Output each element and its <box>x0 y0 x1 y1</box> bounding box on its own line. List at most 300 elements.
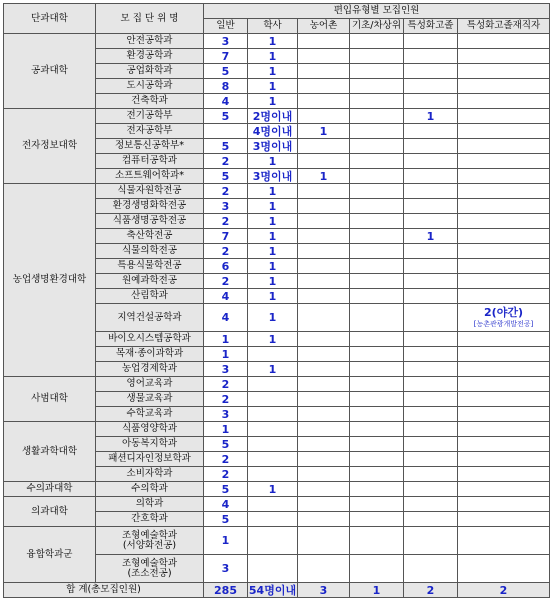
value-cell <box>458 79 550 94</box>
value-cell: 5 <box>204 64 248 79</box>
unit-name <box>96 362 204 377</box>
unit-name <box>96 304 204 332</box>
value-cell <box>298 332 350 347</box>
value-cell: 5 <box>204 437 248 452</box>
unit-label: 컴퓨터공학과 <box>121 155 178 167</box>
value-cell: 1 <box>248 199 298 214</box>
value-cell: 2명이내 <box>248 109 298 124</box>
value-cell: 2 <box>204 377 248 392</box>
value-cell <box>248 347 298 362</box>
value-cell <box>298 244 350 259</box>
unit-label: 도시공학과 <box>126 80 173 92</box>
value-cell: 8 <box>204 79 248 94</box>
value-cell <box>350 64 404 79</box>
value-cell <box>404 49 458 64</box>
value-cell <box>350 289 404 304</box>
header-group: 편입유형별 모집인원 <box>204 4 550 19</box>
value-cell <box>458 332 550 347</box>
value-cell: 1 <box>204 527 248 555</box>
value-cell <box>298 437 350 452</box>
value-cell <box>298 79 350 94</box>
value-cell <box>458 467 550 482</box>
value-cell: 2 <box>204 274 248 289</box>
value-cell: 3 <box>204 34 248 49</box>
value-cell: 7 <box>204 229 248 244</box>
unit-name <box>96 109 204 124</box>
value-cell: 5 <box>204 109 248 124</box>
unit-name <box>96 229 204 244</box>
value-cell: 3명이내 <box>248 139 298 154</box>
unit-name <box>96 422 204 437</box>
unit-label: 생물교육과 <box>126 393 173 405</box>
value-cell <box>458 362 550 377</box>
value-cell <box>404 377 458 392</box>
value-cell <box>298 392 350 407</box>
college-name: 수의과대학 <box>4 482 96 497</box>
unit-name <box>96 512 204 527</box>
value-cell: 6 <box>204 259 248 274</box>
table-row <box>4 34 550 49</box>
value-cell <box>350 79 404 94</box>
value-cell: 1 <box>248 79 298 94</box>
value-cell <box>458 34 550 49</box>
header-col-basic: 기초/차상위 <box>350 19 404 34</box>
value-cell <box>404 527 458 555</box>
value-cell <box>350 49 404 64</box>
unit-name <box>96 139 204 154</box>
unit-label: 전기공학부 <box>126 110 173 122</box>
college-name: 공과대학 <box>4 34 96 109</box>
unit-label: 정보통신공학부* <box>115 140 184 152</box>
unit-name <box>96 64 204 79</box>
value-cell <box>404 497 458 512</box>
total-cell: 3 <box>298 583 350 598</box>
unit-name <box>96 392 204 407</box>
value-cell <box>350 109 404 124</box>
unit-label: 전자공학부 <box>126 125 173 137</box>
value-cell: 1 <box>248 289 298 304</box>
unit-name <box>96 482 204 497</box>
college-name: 생활과학대학 <box>4 422 96 482</box>
value-cell <box>458 199 550 214</box>
unit-label: 지역건설공학과 <box>117 311 182 323</box>
value-cell: 3 <box>204 555 248 583</box>
value-cell <box>458 259 550 274</box>
value-cell: 2 <box>204 452 248 467</box>
value-cell: 1 <box>248 49 298 64</box>
value-cell <box>404 139 458 154</box>
value-cell <box>204 124 248 139</box>
value-cell: 4 <box>204 497 248 512</box>
value-cell <box>404 407 458 422</box>
unit-name <box>96 94 204 109</box>
unit-name <box>96 154 204 169</box>
table-row <box>4 497 550 512</box>
total-cell: 1 <box>350 583 404 598</box>
value-cell <box>404 79 458 94</box>
value-cell <box>458 437 550 452</box>
value-cell <box>404 154 458 169</box>
header-col-rural: 농어촌 <box>298 19 350 34</box>
unit-label: 식품영양학과 <box>121 423 178 435</box>
unit-name <box>96 467 204 482</box>
value-cell <box>350 392 404 407</box>
unit-label: 식물의학전공 <box>121 245 178 257</box>
unit-label: 조형예술학과 <box>121 557 178 569</box>
value-cell: 1 <box>298 169 350 184</box>
value-cell <box>458 214 550 229</box>
value-cell <box>458 452 550 467</box>
value-cell: 3 <box>204 407 248 422</box>
value-cell <box>350 274 404 289</box>
value-cell: 2 <box>204 214 248 229</box>
value-cell <box>298 407 350 422</box>
total-cell: 285 <box>204 583 248 598</box>
table-row <box>4 422 550 437</box>
total-label: 합 계(총모집인원) <box>4 583 204 598</box>
value-cell: 2 <box>204 244 248 259</box>
header-col-vocational-worker: 특성화고졸재직자 <box>458 19 550 34</box>
value-cell <box>248 437 298 452</box>
value-cell: 1 <box>248 332 298 347</box>
unit-sublabel: (서양화전공) <box>122 539 177 551</box>
value-cell <box>350 139 404 154</box>
value-cell <box>404 332 458 347</box>
value-cell: 1 <box>248 214 298 229</box>
value-cell <box>458 64 550 79</box>
value-cell <box>458 304 550 332</box>
value-cell <box>298 289 350 304</box>
value-cell <box>298 64 350 79</box>
value-cell: 1 <box>248 274 298 289</box>
value-cell <box>458 184 550 199</box>
value-cell <box>458 124 550 139</box>
value-cell <box>298 467 350 482</box>
value-cell: 1 <box>248 259 298 274</box>
value-cell <box>298 362 350 377</box>
value-cell: 1 <box>248 154 298 169</box>
unit-name <box>96 259 204 274</box>
value-cell <box>458 229 550 244</box>
value-cell: 1 <box>248 184 298 199</box>
value-cell <box>458 244 550 259</box>
unit-name <box>96 437 204 452</box>
unit-name <box>96 124 204 139</box>
value-cell <box>350 407 404 422</box>
unit-label: 소프트웨어학과* <box>115 170 184 182</box>
value-cell <box>350 304 404 332</box>
value-cell <box>350 229 404 244</box>
value-cell: 1 <box>298 124 350 139</box>
value-cell <box>458 347 550 362</box>
value-cell <box>458 289 550 304</box>
value-cell <box>404 482 458 497</box>
value-cell <box>458 139 550 154</box>
unit-name <box>96 184 204 199</box>
unit-sublabel: (조소전공) <box>127 567 172 579</box>
unit-label: 특용식물학전공 <box>117 260 182 272</box>
value-cell <box>298 377 350 392</box>
value-cell <box>350 244 404 259</box>
unit-name <box>96 274 204 289</box>
value-cell: 7 <box>204 49 248 64</box>
value-cell: 1 <box>248 362 298 377</box>
value-cell <box>458 154 550 169</box>
unit-name <box>96 169 204 184</box>
college-name: 융합학과군 <box>4 527 96 583</box>
value-cell <box>298 259 350 274</box>
unit-name <box>96 452 204 467</box>
value-cell <box>350 169 404 184</box>
admissions-table <box>3 3 550 598</box>
value-cell <box>350 362 404 377</box>
header-col-bachelor: 학사 <box>248 19 298 34</box>
unit-label: 공업화학과 <box>126 65 173 77</box>
value-cell <box>248 555 298 583</box>
unit-label: 식품생명공학전공 <box>112 215 187 227</box>
value-cell <box>298 527 350 555</box>
value-cell <box>350 422 404 437</box>
value-cell <box>458 392 550 407</box>
value-cell <box>350 452 404 467</box>
value-cell <box>248 392 298 407</box>
value-cell <box>404 244 458 259</box>
value-cell <box>298 49 350 64</box>
unit-label: 아동복지학과 <box>121 438 178 450</box>
value-cell <box>248 497 298 512</box>
college-name: 전자정보대학 <box>4 109 96 184</box>
value-cell <box>404 392 458 407</box>
college-name: 의과대학 <box>4 497 96 527</box>
unit-name <box>96 347 204 362</box>
value-cell <box>298 555 350 583</box>
value-cell <box>404 184 458 199</box>
value-cell <box>458 169 550 184</box>
unit-name <box>96 49 204 64</box>
table-row <box>4 482 550 497</box>
value-cell: 1 <box>248 244 298 259</box>
value-cell <box>248 512 298 527</box>
value-cell <box>350 214 404 229</box>
value-cell <box>248 377 298 392</box>
value-cell <box>298 229 350 244</box>
unit-label: 원예과학전공 <box>121 275 178 287</box>
table-row <box>4 184 550 199</box>
value-cell <box>248 422 298 437</box>
value-cell <box>404 259 458 274</box>
value-cell <box>404 362 458 377</box>
unit-label: 소비자학과 <box>126 468 173 480</box>
header-col-vocational: 특성화고졸 <box>404 19 458 34</box>
unit-label: 바이오시스템공학과 <box>108 333 191 345</box>
value-cell <box>350 467 404 482</box>
value-cell <box>298 452 350 467</box>
value-cell <box>404 214 458 229</box>
value-cell <box>404 347 458 362</box>
value-cell <box>350 347 404 362</box>
unit-name <box>96 332 204 347</box>
value-cell: 5 <box>204 512 248 527</box>
value-cell <box>404 34 458 49</box>
table-row <box>4 377 550 392</box>
value-cell: 1 <box>248 482 298 497</box>
value-cell: 2 <box>204 467 248 482</box>
unit-label: 환경생명화학전공 <box>112 200 187 212</box>
unit-label: 안전공학과 <box>126 35 173 47</box>
value-cell <box>298 199 350 214</box>
value-cell <box>298 304 350 332</box>
value-cell <box>404 289 458 304</box>
value-cell <box>458 109 550 124</box>
value-cell <box>298 184 350 199</box>
value-cell <box>404 512 458 527</box>
value-cell <box>404 124 458 139</box>
unit-label: 의학과 <box>135 498 164 510</box>
value-cell <box>350 94 404 109</box>
value-cell <box>248 407 298 422</box>
total-cell: 54명이내 <box>248 583 297 597</box>
value-cell: 1 <box>404 229 458 244</box>
value-cell <box>298 274 350 289</box>
value-cell <box>248 452 298 467</box>
unit-label: 간호학과 <box>131 513 168 525</box>
value-cell <box>458 555 550 583</box>
value-cell: 2 <box>204 184 248 199</box>
value-cell <box>404 64 458 79</box>
unit-label: 축산학전공 <box>126 230 173 242</box>
college-name: 농업생명환경대학 <box>4 184 96 377</box>
value-cell <box>350 482 404 497</box>
value-cell <box>350 377 404 392</box>
college-name: 사범대학 <box>4 377 96 422</box>
value-cell: 3 <box>204 199 248 214</box>
unit-name <box>96 214 204 229</box>
value-cell <box>458 377 550 392</box>
value-cell: 1 <box>248 94 298 109</box>
value-cell <box>404 422 458 437</box>
value-cell <box>248 467 298 482</box>
unit-label: 농업경제학과 <box>121 363 178 375</box>
unit-label: 식물자원학전공 <box>117 185 182 197</box>
value-cell: 4명이내 <box>248 124 298 139</box>
value-cell: 3명이내 <box>248 169 298 184</box>
value-cell <box>298 422 350 437</box>
night-note: 2(야간) <box>484 305 523 319</box>
value-cell <box>404 94 458 109</box>
value-cell <box>350 527 404 555</box>
value-cell: 1 <box>248 34 298 49</box>
value-cell <box>298 139 350 154</box>
value-cell <box>458 49 550 64</box>
value-cell <box>298 34 350 49</box>
total-cell: 2 <box>404 583 458 598</box>
unit-label: 조형예술학과 <box>121 529 178 541</box>
value-cell <box>298 109 350 124</box>
unit-name <box>96 497 204 512</box>
value-cell <box>298 214 350 229</box>
unit-label: 수의학과 <box>131 483 168 495</box>
unit-label: 목재·종이과학과 <box>115 348 184 360</box>
value-cell: 1 <box>204 422 248 437</box>
value-cell <box>404 555 458 583</box>
header-col-general: 일반 <box>204 19 248 34</box>
value-cell <box>350 259 404 274</box>
value-cell: 1 <box>204 347 248 362</box>
value-cell <box>404 467 458 482</box>
unit-name <box>96 79 204 94</box>
value-cell <box>350 124 404 139</box>
value-cell <box>350 555 404 583</box>
value-cell <box>458 407 550 422</box>
value-cell: 1 <box>248 64 298 79</box>
unit-name <box>96 289 204 304</box>
unit-label: 수학교육과 <box>126 408 173 420</box>
value-cell <box>404 452 458 467</box>
value-cell <box>298 154 350 169</box>
value-cell <box>404 437 458 452</box>
night-note-detail: [농촌관광개발전공] <box>473 319 534 328</box>
value-cell <box>350 512 404 527</box>
value-cell: 5 <box>204 139 248 154</box>
unit-label: 건축학과 <box>131 95 168 107</box>
value-cell <box>298 482 350 497</box>
value-cell <box>404 304 458 332</box>
unit-name <box>96 555 204 583</box>
unit-label: 패션디자인정보학과 <box>108 453 191 465</box>
unit-name <box>96 407 204 422</box>
value-cell <box>404 199 458 214</box>
value-cell <box>350 154 404 169</box>
unit-label: 산림학과 <box>131 290 168 302</box>
value-cell <box>298 347 350 362</box>
value-cell <box>298 497 350 512</box>
value-cell: 2 <box>204 392 248 407</box>
header-unit: 모 집 단 위 명 <box>96 4 204 34</box>
value-cell <box>404 274 458 289</box>
value-cell <box>350 437 404 452</box>
value-cell: 1 <box>248 229 298 244</box>
value-cell: 4 <box>204 94 248 109</box>
value-cell: 5 <box>204 482 248 497</box>
value-cell: 1 <box>248 304 298 332</box>
value-cell <box>458 512 550 527</box>
unit-label: 환경공학과 <box>126 50 173 62</box>
value-cell <box>458 497 550 512</box>
value-cell <box>248 527 298 555</box>
value-cell <box>350 34 404 49</box>
table-row <box>4 527 550 555</box>
value-cell <box>458 274 550 289</box>
value-cell <box>298 94 350 109</box>
unit-name <box>96 34 204 49</box>
unit-label: 영어교육과 <box>126 378 173 390</box>
value-cell <box>458 94 550 109</box>
value-cell <box>350 184 404 199</box>
total-cell: 2 <box>458 583 550 598</box>
table-row <box>4 109 550 124</box>
value-cell: 2 <box>204 154 248 169</box>
value-cell: 3 <box>204 362 248 377</box>
header-college: 단과대학 <box>4 4 96 34</box>
value-cell: 4 <box>204 304 248 332</box>
unit-name <box>96 527 204 555</box>
value-cell: 5 <box>204 169 248 184</box>
unit-name <box>96 377 204 392</box>
value-cell <box>458 527 550 555</box>
unit-name <box>96 244 204 259</box>
value-cell: 1 <box>404 109 458 124</box>
value-cell <box>458 422 550 437</box>
